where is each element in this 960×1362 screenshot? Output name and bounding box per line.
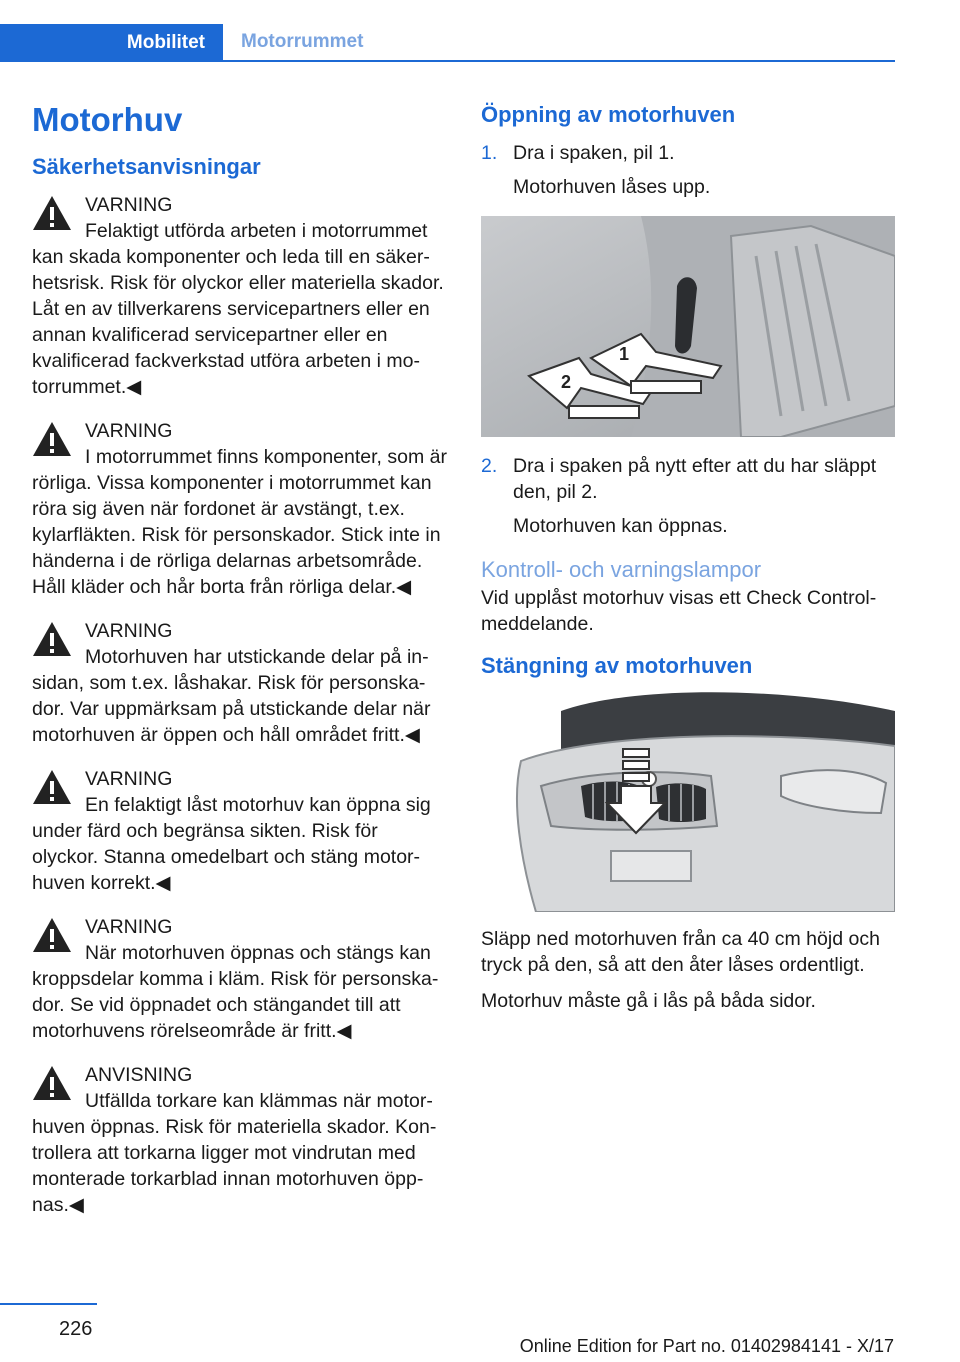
warning-text: I motorrummet finns komponenter, som är rörliga. Vissa komponenter i motorrummet kan röra sig även när fordonet är avstängt, t.ex. kylarfläkten. Risk för personskador. Stick inte in händerna i de rörliga delarnas arbetsområde. Håll kläder och hår borta från rörliga delar.◀ — [32, 446, 447, 598]
warning-label: VARNING — [85, 768, 173, 790]
warning-block — [32, 418, 448, 600]
step-1 — [481, 140, 895, 200]
section-heading-safety: Säkerhetsanvisningar — [32, 154, 261, 179]
section-heading-open: Öppning av motorhuven — [481, 102, 736, 127]
hood-release-lever-figure — [481, 216, 895, 437]
warning-label: VARNING — [85, 620, 173, 642]
warning-block — [32, 914, 448, 1044]
warning-text: Motorhuven har utstickande delar på insidan, som t.ex. låshakar. Risk för personskador. Var uppmärksam på utstickande delar när motorhuven är öppen och håll området fritt.◀ — [32, 646, 431, 746]
hood-closing-figure — [481, 691, 895, 912]
step-2 — [481, 453, 895, 539]
warning-triangle-icon — [32, 916, 72, 954]
lamps-text: Vid upplåst motorhuv visas ett Check Control-meddelande. — [481, 587, 877, 635]
step-text: Dra i spaken, pil 1. — [513, 142, 675, 164]
warning-block — [32, 766, 448, 896]
footer-rule — [0, 1303, 97, 1305]
left-column — [32, 98, 448, 1236]
warning-text: En felaktigt låst motorhuv kan öppna sig under färd och begränsa sikten. Risk för olyckor. Stanna omedelbart och stäng motorhuven korrekt.◀ — [32, 794, 431, 894]
warning-label: VARNING — [85, 916, 173, 938]
close-text-1: Släpp ned motorhuven från ca 40 cm höjd och tryck på den, så att den åter låses ordentligt. — [481, 928, 880, 976]
step-text: Dra i spaken på nytt efter att du har släppt den, pil 2. — [513, 455, 877, 503]
warning-triangle-icon — [32, 194, 72, 232]
warning-triangle-icon — [32, 420, 72, 458]
arrow-label-1: 1 — [619, 344, 630, 364]
edition-note: Online Edition for Part no. 01402984141 - X/17 — [519, 1336, 894, 1356]
step-result: Motorhuven låses upp. — [513, 176, 711, 198]
warning-block — [32, 1062, 448, 1218]
tab-motorrummet[interactable]: Motorrummet — [241, 31, 364, 52]
step-number: 1. — [481, 142, 498, 164]
tab-bar — [0, 24, 895, 62]
warning-text: Felaktigt utförda arbeten i motorrummet kan skada komponenter och leda till en säkerhetsrisk. Risk för olyckor eller materiella skador. Låt en av tillverkarens servicepartners eller en annan kvalificerad servicepartner eller en kvalificerad fackverkstad utföra arbeten i motorrummet.◀ — [32, 220, 444, 398]
section-heading-lamps: Kontroll- och varningslampor — [481, 557, 762, 582]
tab-underline — [0, 60, 895, 62]
right-column — [481, 98, 895, 1024]
page-number: 226 — [59, 1318, 93, 1340]
warning-triangle-icon — [32, 768, 72, 806]
step-number: 2. — [481, 455, 498, 477]
warning-text: Utfällda torkare kan klämmas när motorhuven öppnas. Risk för materiella skador. Kontrollera att torkarna ligger mot vindrutan med monterade torkarblad innan motorhuven öppnas.◀ — [32, 1090, 437, 1216]
warning-text: När motorhuven öppnas och stängs kan kroppsdelar komma i kläm. Risk för personskador. Se vid öppnadet och stängandet till att motorhuvens rörelseområde är fritt.◀ — [32, 942, 439, 1042]
warning-label: VARNING — [85, 194, 173, 216]
close-text-2: Motorhuv måste gå i lås på båda sidor. — [481, 990, 816, 1012]
warning-block — [32, 618, 448, 748]
warning-list — [32, 192, 448, 1218]
warning-triangle-icon — [32, 620, 72, 658]
warning-label: ANVISNING — [85, 1064, 193, 1086]
page-title: Motorhuv — [32, 101, 183, 138]
section-heading-close: Stängning av motorhuven — [481, 653, 753, 678]
step-result: Motorhuven kan öppnas. — [513, 515, 728, 537]
arrow-label-2: 2 — [561, 372, 572, 392]
warning-block — [32, 192, 448, 400]
warning-triangle-icon — [32, 1064, 72, 1102]
warning-label: VARNING — [85, 420, 173, 442]
tab-mobilitet[interactable]: Mobilitet — [0, 24, 223, 62]
